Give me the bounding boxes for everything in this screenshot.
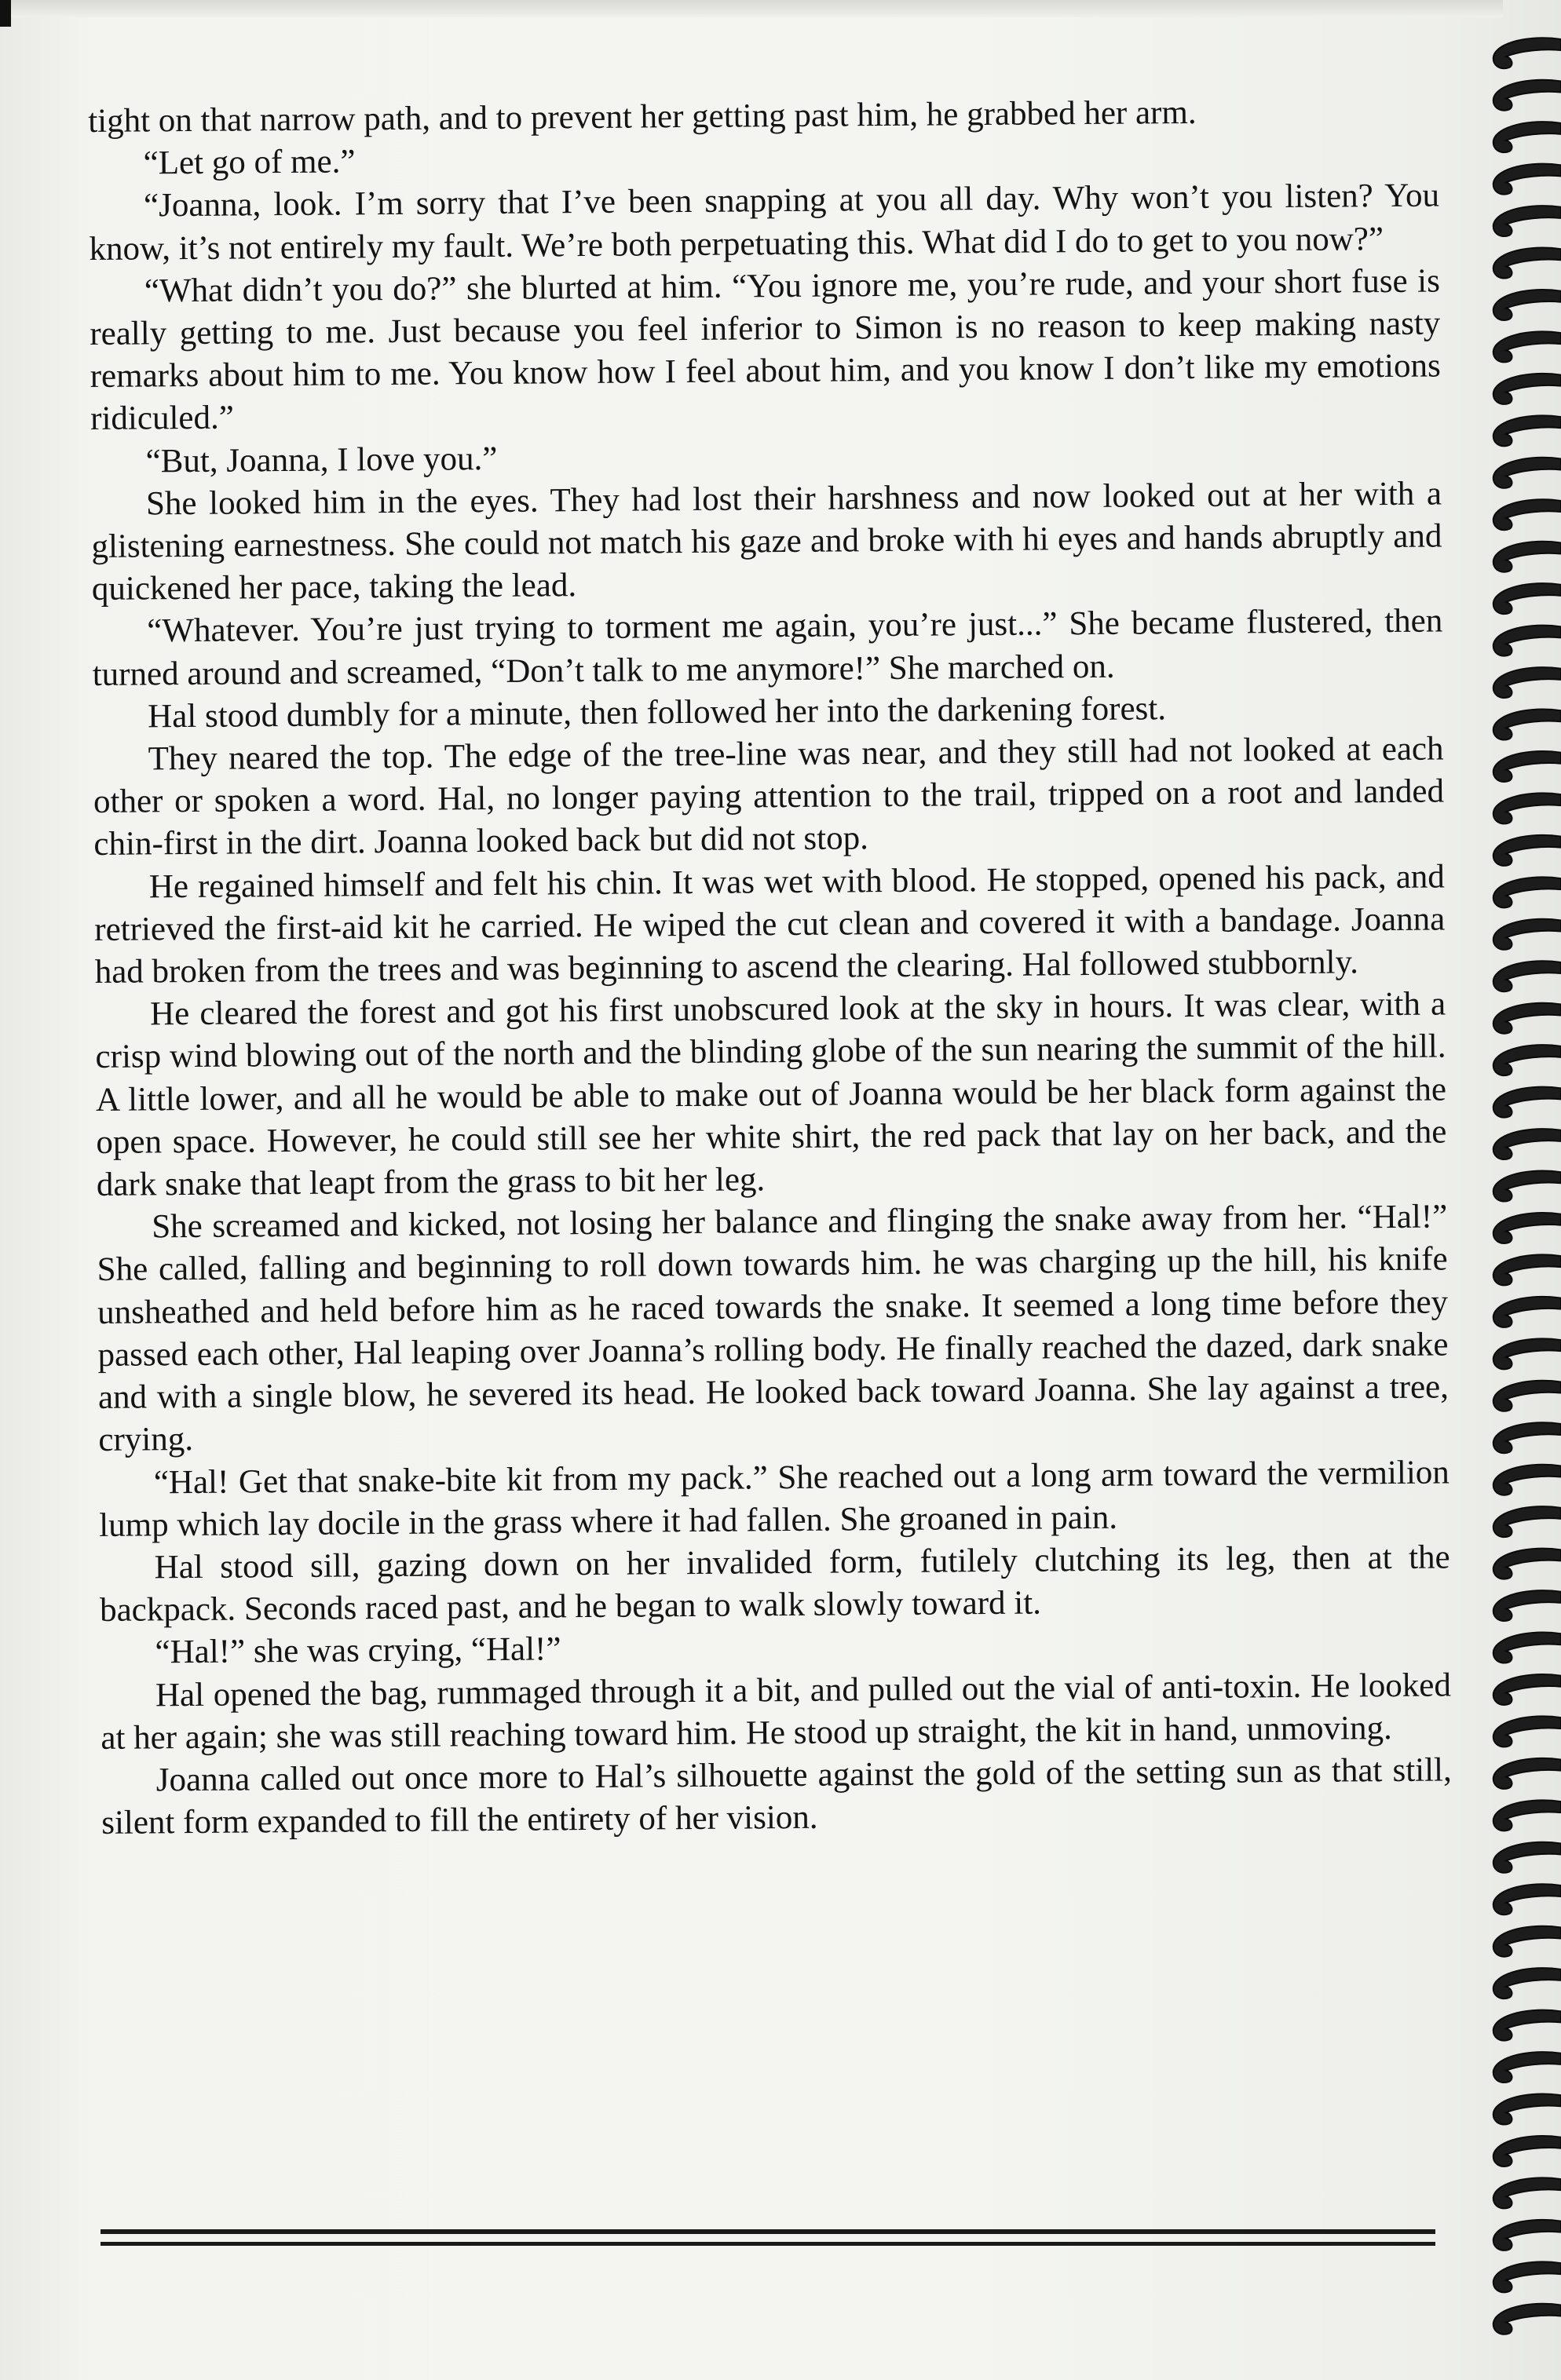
paragraph: “Hal! Get that snake-bite kit from my pack.” She reached out a long arm toward the vermilion lump which lay docile in the grass where it had fallen. She groaned in pain. (99, 1453, 1450, 1544)
paragraph: tight on that narrow path, and to prevent her getting past him, he grabbed her arm. (88, 93, 1197, 140)
paragraph: “Let go of me.” (143, 143, 356, 182)
binding-coil (1493, 751, 1561, 782)
binding-coil (1493, 290, 1561, 320)
paragraph: “Joanna, look. I’m sorry that I’ve been snapping at you all day. Why won’t you listen? You know, it’s not entirely my fault. We’re both perpetuating this. What did I do to get to you now?” (89, 177, 1440, 268)
paragraph: Hal opened the bag, rummaged through it a bit, and pulled out the vial of anti-toxin. He looked at her again; she was still reaching toward him. He stood up straight, the kit in hand, unmoving. (101, 1666, 1452, 1757)
binding-coil (1493, 2136, 1561, 2166)
binding-coil (1493, 458, 1561, 488)
paragraph: She screamed and kicked, not losing her balance and flinging the snake away from her. “Hal!” She called, falling and beginning to roll down towards him. he was charging up the hill, his knife unsheathed and held before him as he raced towards the snake. It seemed a long time before they passed each other, Hal leaping over Joanna’s rolling body. He finally reached the dazed, dark snake and with a single blow, he severed its head. He looked back toward Joanna. She lay against a tree, crying. (97, 1198, 1450, 1459)
binding-coil (1493, 1003, 1561, 1034)
binding-coil (1493, 919, 1561, 950)
paragraph: “Whatever. You’re just trying to torment me again, you’re just...” She became flustered, then turned around and screamed, “Don’t talk to me anymore!” She marched on. (92, 602, 1443, 693)
paragraph: Hal stood dumbly for a minute, then followed her into the darkening forest. (147, 690, 1167, 736)
binding-coil (1493, 415, 1561, 446)
binding-coil (1493, 1381, 1561, 1411)
binding-coil (1493, 1716, 1561, 1747)
binding-coil (1493, 1254, 1561, 1285)
binding-coil (1493, 331, 1561, 362)
binding-coil (1493, 667, 1561, 698)
binding-coil (1493, 1758, 1561, 1789)
binding-coil (1493, 1842, 1561, 1873)
binding-coil (1493, 1926, 1561, 1957)
paragraph: He regained himself and felt his chin. It was wet with blood. He stopped, opened his pack, and retrieved the first-aid kit he carried. He wiped the cut clean and covered it with a bandage. Joanna had broken from the trees and was beginning to ascend the clearing. Hal followed stubbornly. (94, 858, 1446, 991)
binding-coil (1493, 1087, 1561, 1118)
binding-coil (1493, 38, 1561, 68)
binding-coil (1493, 1506, 1561, 1537)
binding-coil (1493, 877, 1561, 907)
binding-coil (1493, 710, 1561, 740)
binding-coil (1493, 2261, 1561, 2292)
binding-coil (1493, 206, 1561, 236)
binding-coil (1493, 2220, 1561, 2250)
binding-coil (1493, 835, 1561, 866)
binding-coil (1493, 499, 1561, 530)
double-rule-top (101, 2229, 1435, 2234)
story-text (88, 89, 1452, 1845)
binding-coil (1493, 374, 1561, 404)
page-edge-shadow (11, 0, 1503, 17)
binding-coil (1493, 1674, 1561, 1705)
binding-coil (1493, 542, 1561, 572)
binding-coil (1493, 1045, 1561, 1075)
paragraph: They neared the top. The edge of the tree-line was near, and they still had not looked at each other or spoken a word. Hal, no longer paying attention to the trail, tripped on a root and landed chin-first in the dirt. Joanna looked back but did not stop. (93, 730, 1445, 863)
paragraph: She looked him in the eyes. They had lost their harshness and now looked out at her with a glistening earnestness. She could not match his gaze and broke with hi eyes and hands abruptly and quickened her pace, taking the lead. (91, 475, 1442, 608)
binding-coil (1493, 2052, 1561, 2082)
paragraph: “What didn’t you do?” she blurted at him. “You ignore me, you’re rude, and your short fuse is really getting to me. Just because you feel inferior to Simon is no reason to keep making nasty remarks about him to me. You know how I feel about him, and you know I don’t like my emotions ridiculed.” (90, 262, 1441, 438)
binding-coil (1493, 1422, 1561, 1453)
binding-coil (1493, 1968, 1561, 1999)
binding-coil (1493, 164, 1561, 195)
binding-coil (1493, 80, 1561, 111)
binding-coil (1493, 583, 1561, 614)
binding-coil (1493, 1213, 1561, 1243)
paragraph: Joanna called out once more to Hal’s silhouette against the gold of the setting sun as that still, silent form expanded to fill the entirety of her vision. (101, 1751, 1452, 1842)
binding-coil (1493, 1297, 1561, 1327)
binding-coil (1493, 2010, 1561, 2041)
binding-coil (1493, 1338, 1561, 1369)
binding-coil (1493, 248, 1561, 279)
spiral-binding-icon (1482, 31, 1561, 2371)
paragraph: “Hal!” she was crying, “Hal!” (155, 1630, 561, 1671)
binding-coil (1493, 961, 1561, 991)
binding-coil (1493, 1884, 1561, 1915)
binding-coil (1493, 1171, 1561, 1202)
binding-coil (1493, 122, 1561, 152)
binding-coil (1493, 1800, 1561, 1831)
binding-coil (1493, 2094, 1561, 2125)
binding-coil (1493, 1129, 1561, 1159)
binding-coil (1493, 2304, 1561, 2334)
double-rule-bottom (101, 2242, 1435, 2246)
binding-coil (1493, 1590, 1561, 1621)
page-corner-mark (0, 0, 11, 27)
binding-coil (1493, 1465, 1561, 1495)
binding-coil (1493, 626, 1561, 656)
binding-coil (1493, 1633, 1561, 1663)
paragraph: “But, Joanna, I love you.” (145, 440, 498, 480)
paragraph: Hal stood sill, gazing down on her invalided form, futilely clutching its leg, then at the backpack. Seconds raced past, and he began to walk slowly toward it. (99, 1539, 1450, 1630)
binding-coil (1493, 2177, 1561, 2208)
binding-coil (1493, 1549, 1561, 1579)
binding-coil (1493, 793, 1561, 823)
paragraph: He cleared the forest and got his first unobscured look at the sky in hours. It was clear, with a crisp wind blowing out of the north and the blinding globe of the sun nearing the summit of the hill. A little lower, and all he would be able to make out of Joanna would be her black form against the open space. However, he could still see her white shirt, the red pack that lay on her back, and the dark snake that leapt from the grass to bit her leg. (95, 985, 1447, 1204)
